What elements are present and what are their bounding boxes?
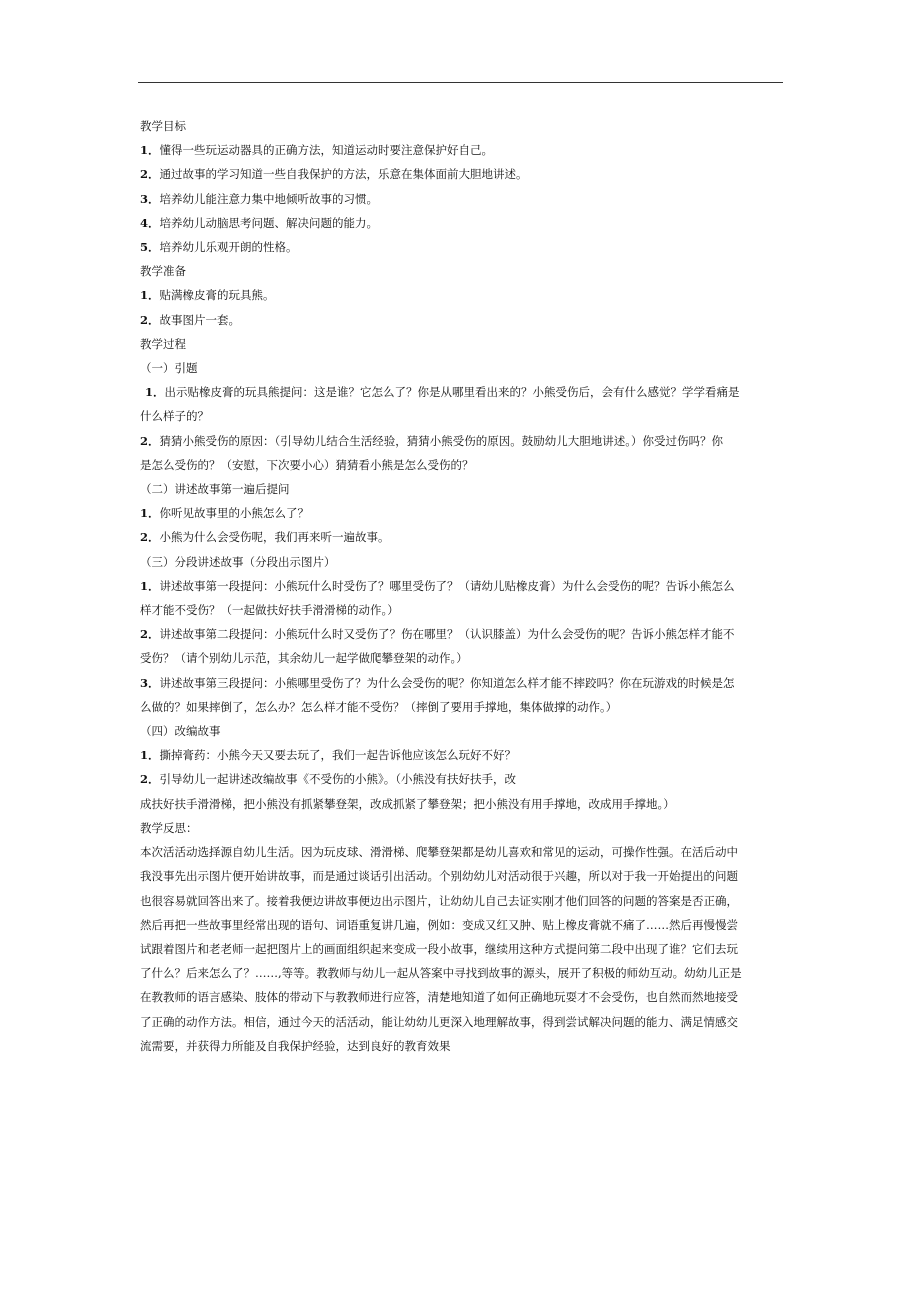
part2-item-1 (140, 501, 785, 525)
part2-text: 小熊为什么会受伤呢，我们再来听一遍故事。 (159, 530, 390, 545)
process-item-2-line-1 (140, 429, 785, 453)
prep-item-1 (140, 283, 785, 307)
part3-item-2-line-2: 受伤？（请个别幼儿示范，其余幼儿一起学做爬攀登架的动作。） (140, 651, 468, 666)
goal-item-3 (140, 187, 785, 211)
process-item-1-line-2: 什么样子的？ (140, 409, 209, 424)
reflection-line-5: 试跟着图片和老老师一起把图片上的画面组织起来变成一段小故事，继续用这种方式提问第二段中出现了谁？它们去玩 (140, 941, 738, 956)
item-number: 1． (140, 748, 160, 763)
process-text: 出示贴橡皮膏的玩具熊提问：这是谁？它怎么了？你是从哪里看出来的？小熊受伤后，会有什么感觉？学学看痛是 (164, 385, 740, 400)
reflection-line-9: 流需要，并获得力所能及自我保护经验，达到良好的教育效果 (140, 1038, 451, 1053)
goal-text: 懂得一些玩运动器具的正确方法，知道运动时要注意保护好自己。 (159, 143, 494, 158)
goal-item-5 (140, 235, 785, 259)
item-number: 5． (140, 240, 160, 255)
process-item-1-line-1 (140, 380, 785, 404)
part2-item-2 (140, 525, 785, 549)
subsection-heading-1: （一）引题 (140, 361, 198, 376)
item-number: 2． (140, 530, 160, 545)
item-number: 3． (140, 191, 160, 206)
goal-text: 培养幼儿能注意力集中地倾听故事的习惯。 (159, 191, 379, 206)
goal-text: 培养幼儿动脑思考问题、解决问题的能力。 (159, 215, 379, 230)
item-number: 4． (140, 215, 160, 230)
goal-item-4 (140, 211, 785, 235)
item-number: 1． (145, 385, 165, 400)
header-rule (138, 82, 783, 83)
part4-text: 撕掉膏药：小熊今天又要去玩了，我们一起告诉他应该怎么玩好不好？ (159, 748, 517, 763)
reflection-line-4: 然后再把一些故事里经常出现的语句、词语重复讲几遍，例如：变成又红又肿、贴上橡皮膏就不痛了……然后再慢慢尝 (140, 917, 738, 932)
section-heading-process: 教学过程 (140, 336, 186, 351)
part4-item-2-line-2: 成扶好扶手滑滑梯，把小熊没有抓紧攀登架，改成抓紧了攀登架；把小熊没有用手撑地，改成用手撑地。） (140, 796, 675, 811)
part3-item-1-line-2: 样才能不受伤？（一起做扶好扶手滑滑梯的动作。） (140, 603, 399, 618)
goal-item-2 (140, 162, 785, 186)
part2-text: 你听见故事里的小熊怎么了？ (159, 506, 310, 521)
item-number: 2． (140, 627, 160, 642)
prep-text: 故事图片一套。 (159, 312, 241, 327)
part4-item-2-line-1 (140, 767, 785, 791)
item-number: 3． (140, 675, 160, 690)
goal-text: 通过故事的学习知道一些自我保护的方法，乐意在集体面前大胆地讲述。 (159, 167, 528, 182)
part4-text: 引导幼儿一起讲述改编故事《不受伤的小熊》。（小熊没有扶好扶手，改 (159, 772, 517, 787)
reflection-line-1: 本次活活动选择源自幼儿生活。因为玩皮球、滑滑梯、爬攀登架都是幼儿喜欢和常见的运动，可操作性强。在活后动中 (140, 845, 738, 860)
subsection-heading-4: （四）改编故事 (140, 724, 221, 739)
item-number: 1． (140, 506, 160, 521)
reflection-line-3: 也很容易就回答出来了。接着我便边讲故事便边出示图片，让幼幼儿自己去证实刚才他们回答的问题的答案是否正确， (140, 893, 738, 908)
part3-item-1-line-1 (140, 574, 785, 598)
subsection-heading-3: （三）分段讲述故事（分段出示图片） (140, 554, 336, 569)
process-item-2-line-2: 是怎么受伤的？（安慰，下次要小心）猜猜看小熊是怎么受伤的？ (140, 457, 474, 472)
part3-item-2-line-1 (140, 622, 785, 646)
item-number: 2． (140, 772, 160, 787)
item-number: 1． (140, 578, 160, 593)
part3-text: 讲述故事第三段提问：小熊哪里受伤了？为什么会受伤的呢？你知道怎么样才能不摔跤吗？你在玩游戏的时候是怎 (159, 675, 735, 690)
part3-item-3-line-2: 么做的？如果摔倒了，怎么办？怎么样才能不受伤？（摔倒了要用手撑地，集体做撑的动作。） (140, 699, 618, 714)
item-number: 2． (140, 167, 160, 182)
subsection-heading-2: （二）讲述故事第一遍后提问 (140, 482, 290, 497)
part3-text: 讲述故事第一段提问：小熊玩什么时受伤了？哪里受伤了？（请幼儿贴橡皮膏）为什么会受伤的呢？告诉小熊怎么 (159, 578, 735, 593)
goal-item-1 (140, 138, 785, 162)
process-text: 猜猜小熊受伤的原因：（引导幼儿结合生活经验，猜猜小熊受伤的原因。鼓励幼儿大胆地讲述。）你受过伤吗？你 (159, 433, 724, 448)
item-number: 1． (140, 143, 160, 158)
prep-item-2 (140, 308, 785, 332)
section-heading-goals: 教学目标 (140, 119, 186, 133)
reflection-line-6: 了什么？后来怎么了？……,等等。教教师与幼儿一起从答案中寻找到故事的源头，展开了积极的师幼互动。幼幼儿正是 (140, 966, 742, 981)
goal-text: 培养幼儿乐观开朗的性格。 (159, 240, 298, 255)
part3-item-3-line-1 (140, 671, 785, 695)
section-heading-reflection: 教学反思： (140, 820, 198, 835)
item-number: 2． (140, 433, 160, 448)
reflection-line-7: 在教教师的语言感染、肢体的带动下与教教师进行应答，清楚地知道了如何正确地玩耍才不会受伤，也自然而然地接受 (140, 990, 738, 1005)
reflection-line-8: 了正确的动作方法。相信，通过今天的活活动，能让幼幼儿更深入地理解故事，得到尝试解决问题的能力、满足情感交 (140, 1014, 738, 1029)
document-body (140, 114, 785, 1058)
reflection-line-2: 我没事先出示图片便开始讲故事，而是通过谈话引出活动。个别幼幼儿对活动很于兴趣，所以对于我一开始提出的问题 (140, 869, 738, 884)
part3-text: 讲述故事第二段提问：小熊玩什么时又受伤了？伤在哪里？（认识膝盖）为什么会受伤的呢？告诉小熊怎样才能不 (159, 627, 735, 642)
part4-item-1 (140, 743, 785, 767)
item-number: 2． (140, 312, 160, 327)
item-number: 1． (140, 288, 160, 303)
section-heading-prep: 教学准备 (140, 264, 186, 279)
prep-text: 贴满橡皮膏的玩具熊。 (159, 288, 275, 303)
